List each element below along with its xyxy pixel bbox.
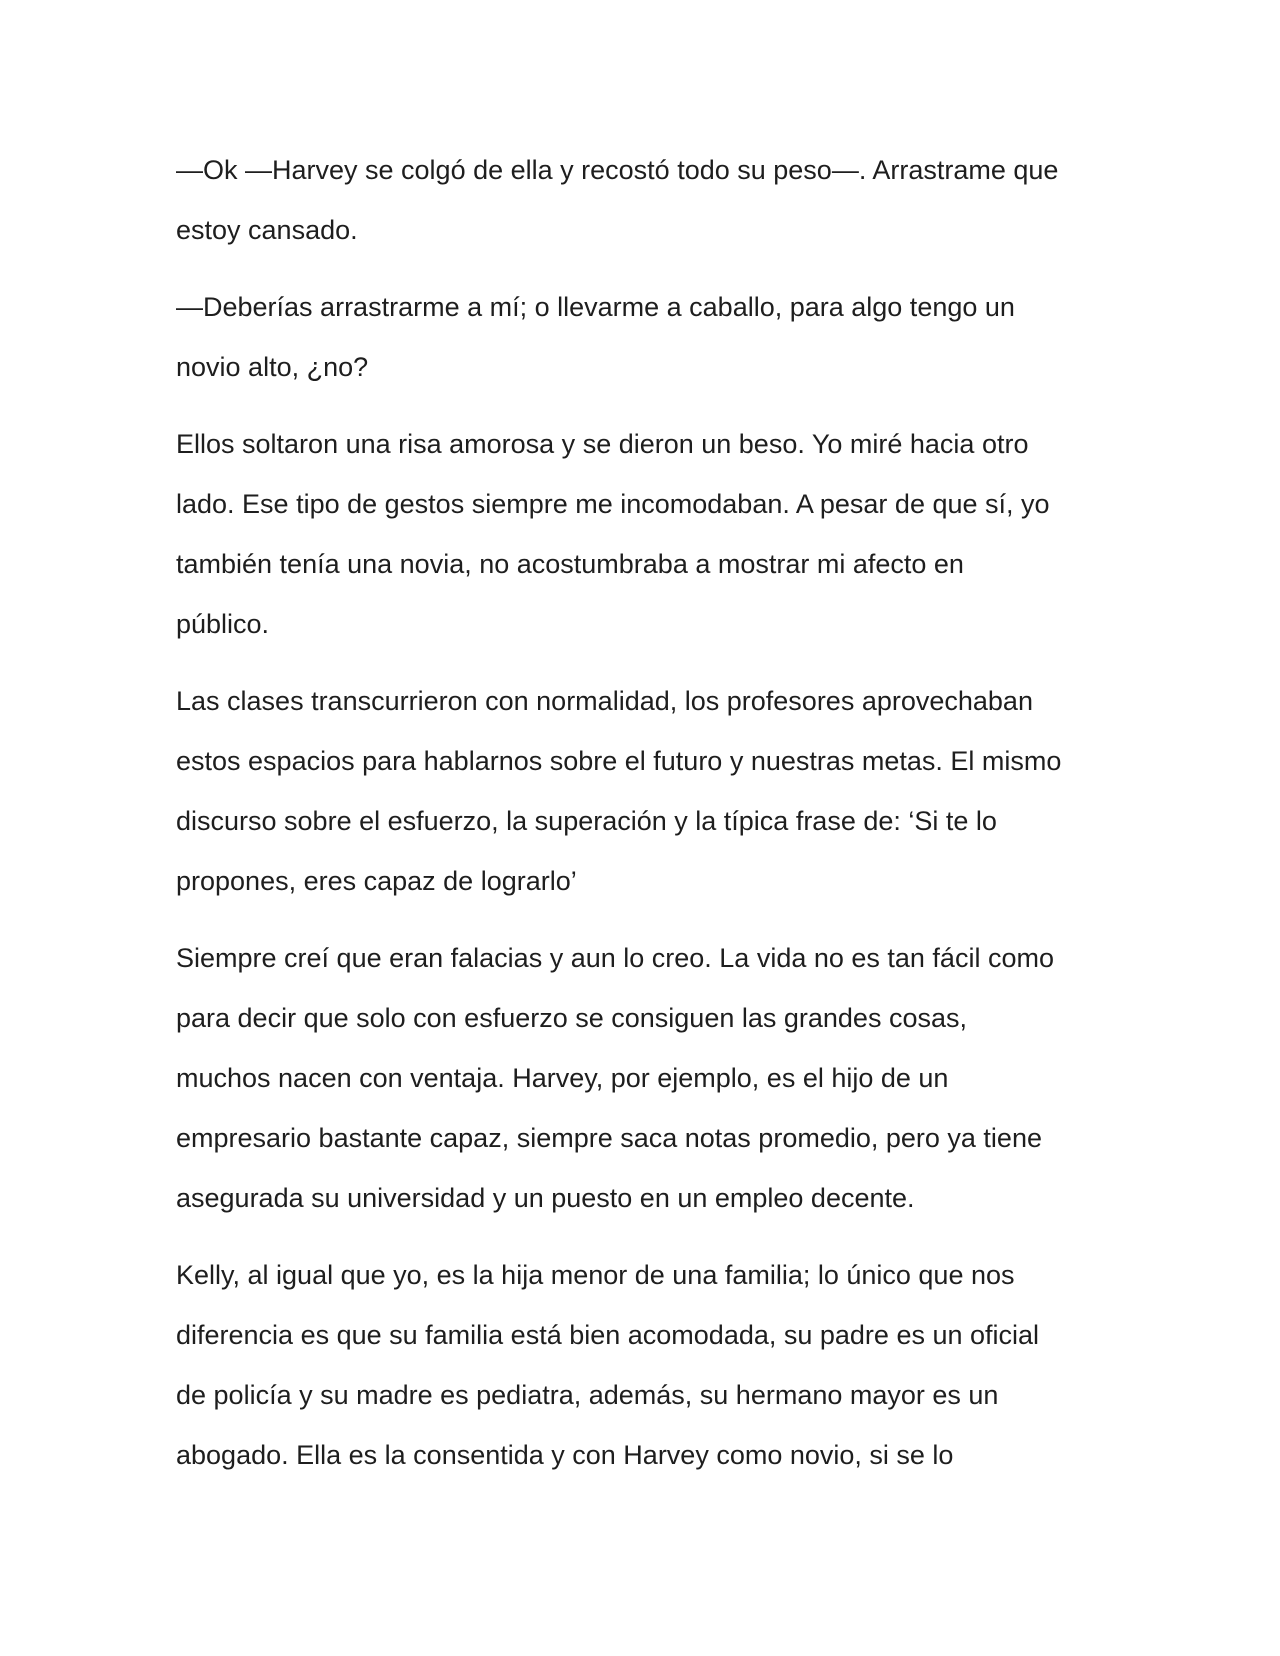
- paragraph-6: Kelly, al igual que yo, es la hija menor de una familia; lo único que nos diferencia es que su familia está bien acomodada, su padre es un oficial de policía y su madre es pediatra, además, su hermano mayor es un abogado. Ella es la consentida y con Harvey como novio, si se lo: [176, 1260, 1040, 1470]
- paragraph-2: —Deberías arrastrarme a mí; o llevarme a caballo, para algo tengo un novio alto, ¿no?: [176, 292, 1015, 382]
- paragraph-4: Las clases transcurrieron con normalidad, los profesores aprovechaban estos espacios para hablarnos sobre el futuro y nuestras metas. El mismo discurso sobre el esfuerzo, la superación y la típica frase de: ‘Si te lo propones, eres capaz de lograrlo’: [176, 686, 1062, 896]
- paragraph-5: Siempre creí que eran falacias y aun lo creo. La vida no es tan fácil como para decir que solo con esfuerzo se consiguen las grandes cosas, muchos nacen con ventaja. Harvey, por ejemplo, es el hijo de un empresario bastante capaz, siempre saca notas promedio, pero ya tiene asegurada su universidad y un puesto en un empleo decente.: [176, 943, 1054, 1213]
- paragraph-3: Ellos soltaron una risa amorosa y se dieron un beso. Yo miré hacia otro lado. Ese tipo de gestos siempre me incomodaban. A pesar de que sí, yo también tenía una novia, no acostumbraba a mostrar mi afecto en público.: [176, 429, 1050, 639]
- document-body: [176, 140, 1111, 1502]
- paragraph-1: —Ok —Harvey se colgó de ella y recostó todo su peso—. Arrastrame que estoy cansado.: [176, 155, 1059, 245]
